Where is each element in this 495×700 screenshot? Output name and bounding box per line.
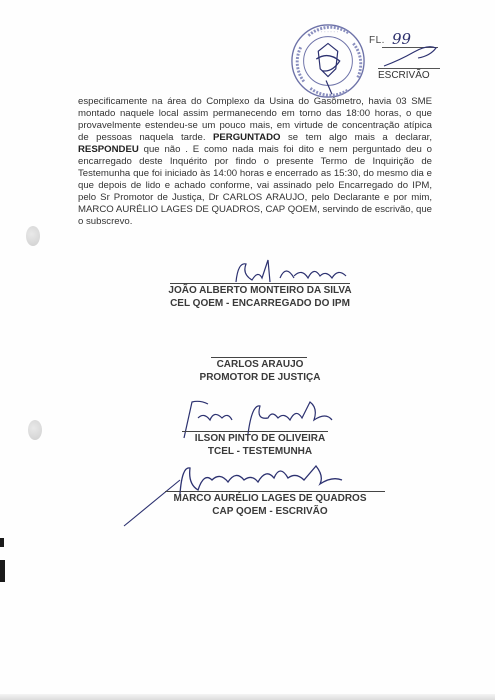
signatory-block-2: [160, 358, 360, 384]
signatory-role: CEL QOEM - ENCARREGADO DO IPM: [170, 298, 350, 309]
testimony-part-1: especificamente na área do Complexo da Usina do Gasômetro, havia 03 SME montado naquele local assim permanecendo em torno das 18:00 horas, o que provavelmente estendeu-se um pouco mais, em virtude de concentração atípica de pessoas naquela tarde.: [78, 96, 432, 143]
svg-text:· · · · · · ·: · · · · · · ·: [317, 29, 339, 36]
signatory-block-1: [150, 284, 370, 310]
signatory-name: ILSON PINTO DE OLIVEIRA: [194, 433, 326, 444]
scan-bottom-edge: [0, 694, 495, 700]
signatory-name: MARCO AURÉLIO LAGES DE QUADROS: [173, 493, 367, 504]
official-seal-stamp: [289, 22, 367, 100]
signatory-role: PROMOTOR DE JUSTIÇA: [199, 372, 321, 383]
scan-edge-mark: [0, 560, 5, 582]
answered-keyword: RESPONDEU: [78, 144, 139, 155]
scan-edge-mark: [0, 538, 4, 547]
signatory-name: JOÃO ALBERTO MONTEIRO DA SILVA: [168, 285, 352, 296]
asked-keyword: PERGUNTADO: [212, 132, 281, 143]
scribe-label: ESCRIVÃO: [378, 70, 430, 81]
punch-hole-bottom: [28, 420, 42, 440]
signatory-role: TCEL - TESTEMUNHA: [207, 446, 313, 457]
testimony-part-2: se tem algo mais a declarar,: [280, 132, 432, 143]
scribe-line: [378, 68, 440, 69]
signatory-block-4: [155, 492, 385, 518]
punch-hole-top: [26, 226, 40, 246]
scribe-initial-signature: [380, 38, 442, 70]
folio-label: FL.: [369, 35, 385, 46]
signatory-name: CARLOS ARAUJO: [216, 359, 304, 370]
testimony-part-3: que não . E como nada mais foi dito e nem perguntado deu o encarregado deste Inquérito por findo o presente Termo de Inquirição de Testemunha que foi iniciado às 14:00 horas e encerrado as 15:30, do mesmo dia e que depois de lido e achado conforme, vai assinado pelo Encarregado do IPM, pelo Sr Promotor de Justiça, Dr CARLOS ARAUJO, pelo Declarante e por mim, MARCO AURÉLIO LAGES DE QUADROS, CAP QOEM, servindo de escrivão, que o subscrevo.: [78, 144, 432, 227]
testimony-text: [78, 96, 432, 228]
signatory-role: CAP QOEM - ESCRIVÃO: [212, 506, 328, 517]
folio-number: 99: [392, 30, 412, 48]
